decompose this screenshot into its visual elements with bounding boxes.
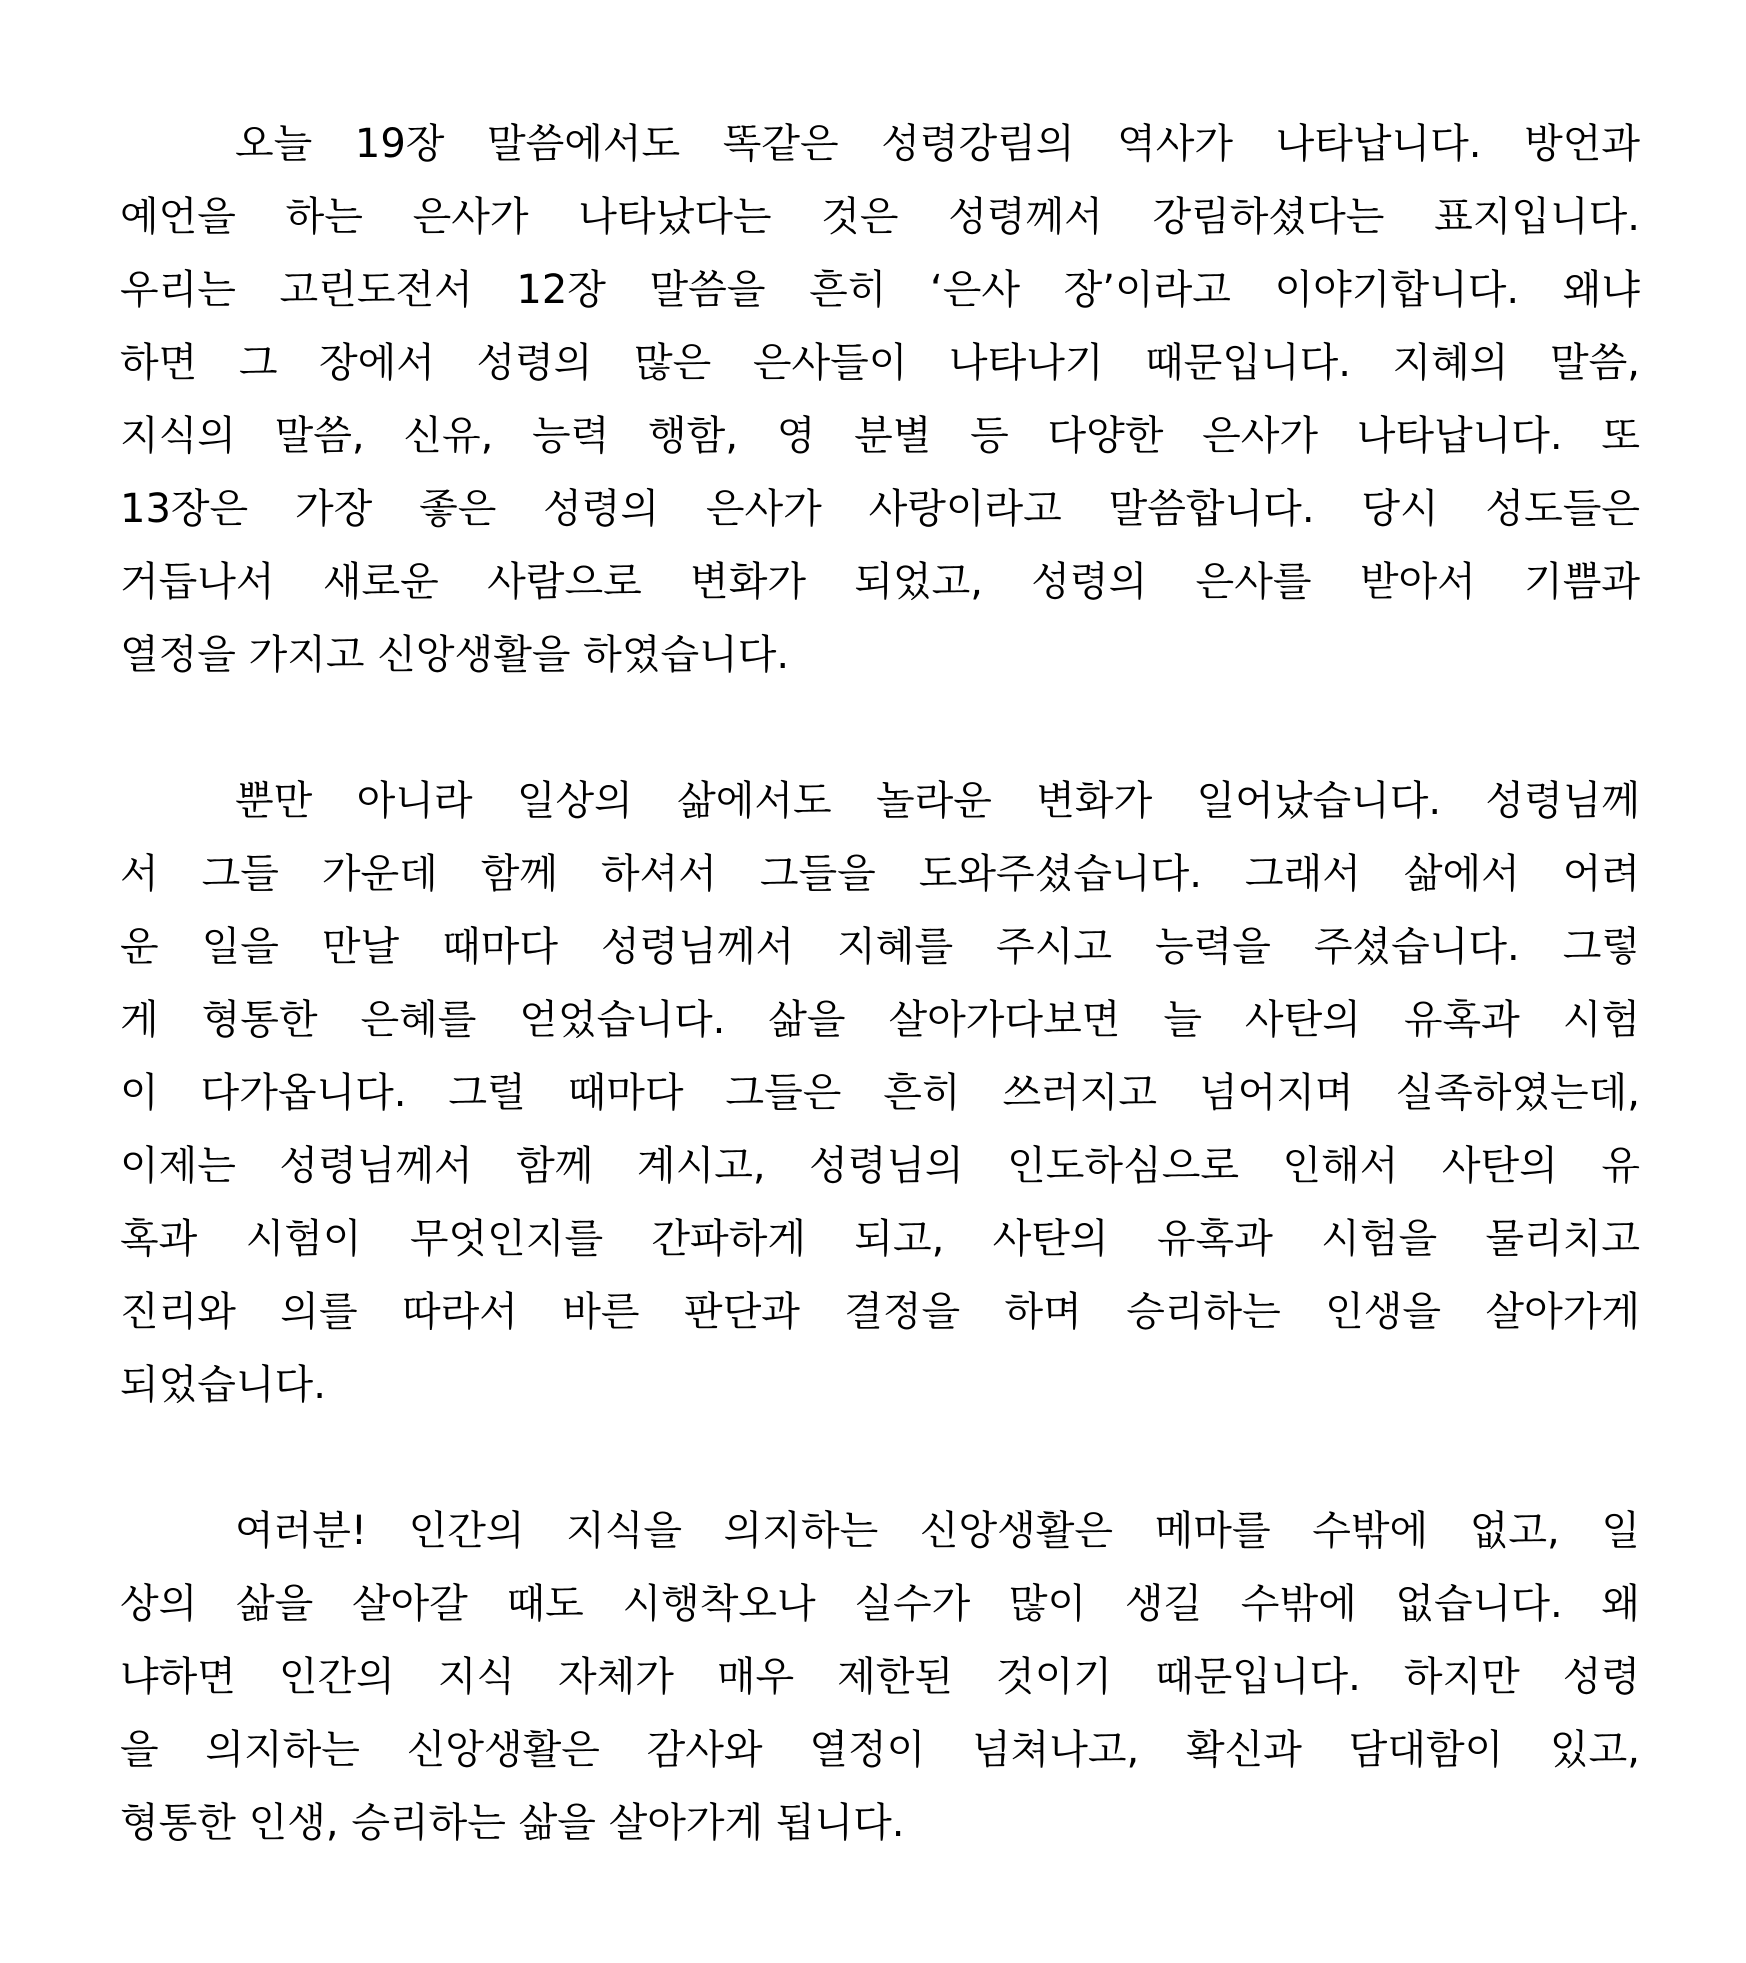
- text-line: 13장은 가장 좋은 성령의 은사가 사랑이라고 말씀합니다. 당시 성도들은: [120, 486, 1640, 532]
- text-line: 여러분! 인간의 지식을 의지하는 신앙생활은 메마를 수밖에 없고, 일: [235, 1508, 1640, 1554]
- text-line: 우리는 고린도전서 12장 말씀을 흔히 ‘은사 장’이라고 이야기합니다. 왜냐: [120, 267, 1640, 313]
- text-line: 뿐만 아니라 일상의 삶에서도 놀라운 변화가 일어났습니다. 성령님께: [235, 778, 1640, 824]
- text-line: 이 다가옵니다. 그럴 때마다 그들은 흔히 쓰러지고 넘어지며 실족하였는데,: [120, 1070, 1640, 1116]
- paragraph-1: [120, 108, 1640, 692]
- text-line: 게 형통한 은혜를 얻었습니다. 삶을 살아가다보면 늘 사탄의 유혹과 시험: [120, 997, 1640, 1043]
- text-line: 예언을 하는 은사가 나타났다는 것은 성령께서 강림하셨다는 표지입니다.: [120, 194, 1640, 240]
- paragraph-3: [120, 1495, 1640, 1860]
- text-line: 혹과 시험이 무엇인지를 간파하게 되고, 사탄의 유혹과 시험을 물리치고: [120, 1216, 1640, 1262]
- text-line: 형통한 인생, 승리하는 삶을 살아가게 됩니다.: [120, 1800, 905, 1846]
- text-line: 진리와 의를 따라서 바른 판단과 결정을 하며 승리하는 인생을 살아가게: [120, 1289, 1640, 1335]
- text-line: 되었습니다.: [120, 1362, 326, 1408]
- paragraph-2: [120, 765, 1640, 1422]
- text-line: 열정을 가지고 신앙생활을 하였습니다.: [120, 632, 790, 678]
- text-line: 운 일을 만날 때마다 성령님께서 지혜를 주시고 능력을 주셨습니다. 그렇: [120, 924, 1640, 970]
- text-line: 거듭나서 새로운 사람으로 변화가 되었고, 성령의 은사를 받아서 기쁨과: [120, 559, 1640, 605]
- text-line: 서 그들 가운데 함께 하셔서 그들을 도와주셨습니다. 그래서 삶에서 어려: [120, 851, 1640, 897]
- text-line: 오늘 19장 말씀에서도 똑같은 성령강림의 역사가 나타납니다. 방언과: [235, 121, 1640, 167]
- text-line: 지식의 말씀, 신유, 능력 행함, 영 분별 등 다양한 은사가 나타납니다. 또: [120, 413, 1640, 459]
- text-line: 냐하면 인간의 지식 자체가 매우 제한된 것이기 때문입니다. 하지만 성령: [120, 1654, 1640, 1700]
- text-line: 하면 그 장에서 성령의 많은 은사들이 나타나기 때문입니다. 지혜의 말씀,: [120, 340, 1640, 386]
- text-line: 을 의지하는 신앙생활은 감사와 열정이 넘쳐나고, 확신과 담대함이 있고,: [120, 1727, 1640, 1773]
- text-line: 이제는 성령님께서 함께 계시고, 성령님의 인도하심으로 인해서 사탄의 유: [120, 1143, 1640, 1189]
- text-line: 상의 삶을 살아갈 때도 시행착오나 실수가 많이 생길 수밖에 없습니다. 왜: [120, 1581, 1640, 1627]
- document-page: [120, 108, 1640, 1860]
